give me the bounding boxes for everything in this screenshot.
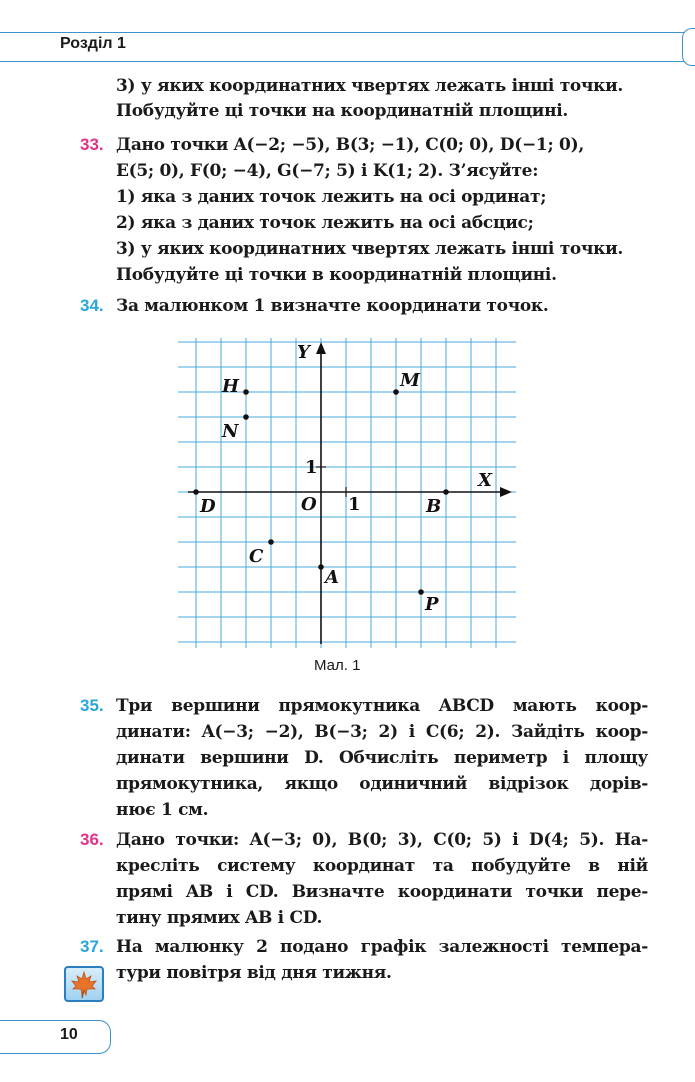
text-line: Побудуйте ці точки на координатній площині. bbox=[116, 101, 569, 121]
text-line: Дано точки: A(−3; 0), B(0; 3), C(0; 5) і D(4; 5). На- bbox=[116, 830, 648, 850]
text-line: За малюнком 1 визначте координати точок. bbox=[116, 296, 549, 316]
problem-number: 35. bbox=[80, 696, 104, 715]
point-D bbox=[193, 489, 199, 495]
text-line: 2) яка з даних точок лежить на осі абсцис; bbox=[116, 213, 534, 233]
text-line: кресліть систему координат та побудуйте в ній bbox=[116, 856, 648, 876]
problem-number: 37. bbox=[80, 937, 104, 956]
text-line: динати: A(−3; −2), B(−3; 2) і C(6; 2). Зайдіть коор- bbox=[116, 722, 648, 742]
text-line: прямокутника, якщо одиничний відрізок дорів- bbox=[116, 774, 648, 794]
text-line: Дано точки A(−2; −5), B(3; −1), C(0; 0), D(−1; 0), bbox=[116, 135, 584, 155]
page-number: 10 bbox=[60, 1026, 78, 1043]
text-line: прямі AB і CD. Визначте координати точки пере- bbox=[116, 882, 648, 902]
footer-bar bbox=[0, 1020, 111, 1054]
text-line: На малюнку 2 подано графік залежності темпера- bbox=[116, 937, 648, 957]
origin-label: O bbox=[301, 494, 317, 515]
text-line: тину прямих AB і CD. bbox=[116, 908, 323, 928]
text-line: нює 1 см. bbox=[116, 800, 209, 820]
point-label-P: P bbox=[425, 594, 439, 615]
unit-y-label: 1 bbox=[305, 457, 318, 478]
point-label-D: D bbox=[200, 496, 216, 517]
text-line: 1) яка з даних точок лежить на осі ординат; bbox=[116, 187, 547, 207]
text-line: тури повітря від дня тижня. bbox=[116, 963, 392, 983]
text-line: E(5; 0), F(0; −4), G(−7; 5) і K(1; 2). З’ясуйте: bbox=[116, 161, 539, 181]
problem-number: 36. bbox=[80, 830, 104, 849]
point-M bbox=[393, 389, 399, 395]
section-title: Розділ 1 bbox=[60, 35, 126, 52]
point-label-H: H bbox=[222, 376, 240, 397]
point-label-A: A bbox=[325, 567, 339, 588]
point-label-C: C bbox=[249, 546, 264, 567]
text-line: 3) у яких координатних чвертях лежать інші точки. bbox=[116, 76, 624, 96]
problem-number: 34. bbox=[80, 296, 104, 315]
text-line: Три вершини прямокутника ABCD мають коор- bbox=[116, 696, 648, 716]
point-A bbox=[318, 564, 324, 570]
text-line: 3) у яких координатних чвертях лежать інші точки. bbox=[116, 239, 624, 259]
problem-number: 33. bbox=[80, 135, 104, 154]
maple-leaf-icon bbox=[64, 966, 104, 1002]
point-N bbox=[243, 414, 249, 420]
point-label-B: B bbox=[426, 496, 442, 517]
text-line: Побудуйте ці точки в координатній площині. bbox=[116, 265, 557, 285]
point-H bbox=[243, 389, 249, 395]
point-C bbox=[268, 539, 274, 545]
point-B bbox=[443, 489, 449, 495]
x-axis-arrow bbox=[500, 487, 512, 497]
unit-x-label: 1 bbox=[348, 494, 361, 515]
text-line: динати вершини D. Обчисліть периметр і площу bbox=[116, 748, 648, 768]
y-axis-label: Y bbox=[297, 342, 310, 363]
figure-caption: Мал. 1 bbox=[314, 657, 361, 674]
point-label-N: N bbox=[222, 421, 239, 442]
y-axis-arrow bbox=[316, 342, 326, 354]
x-axis-label: X bbox=[478, 470, 492, 491]
point-P bbox=[418, 589, 424, 595]
point-label-M: M bbox=[400, 370, 420, 391]
